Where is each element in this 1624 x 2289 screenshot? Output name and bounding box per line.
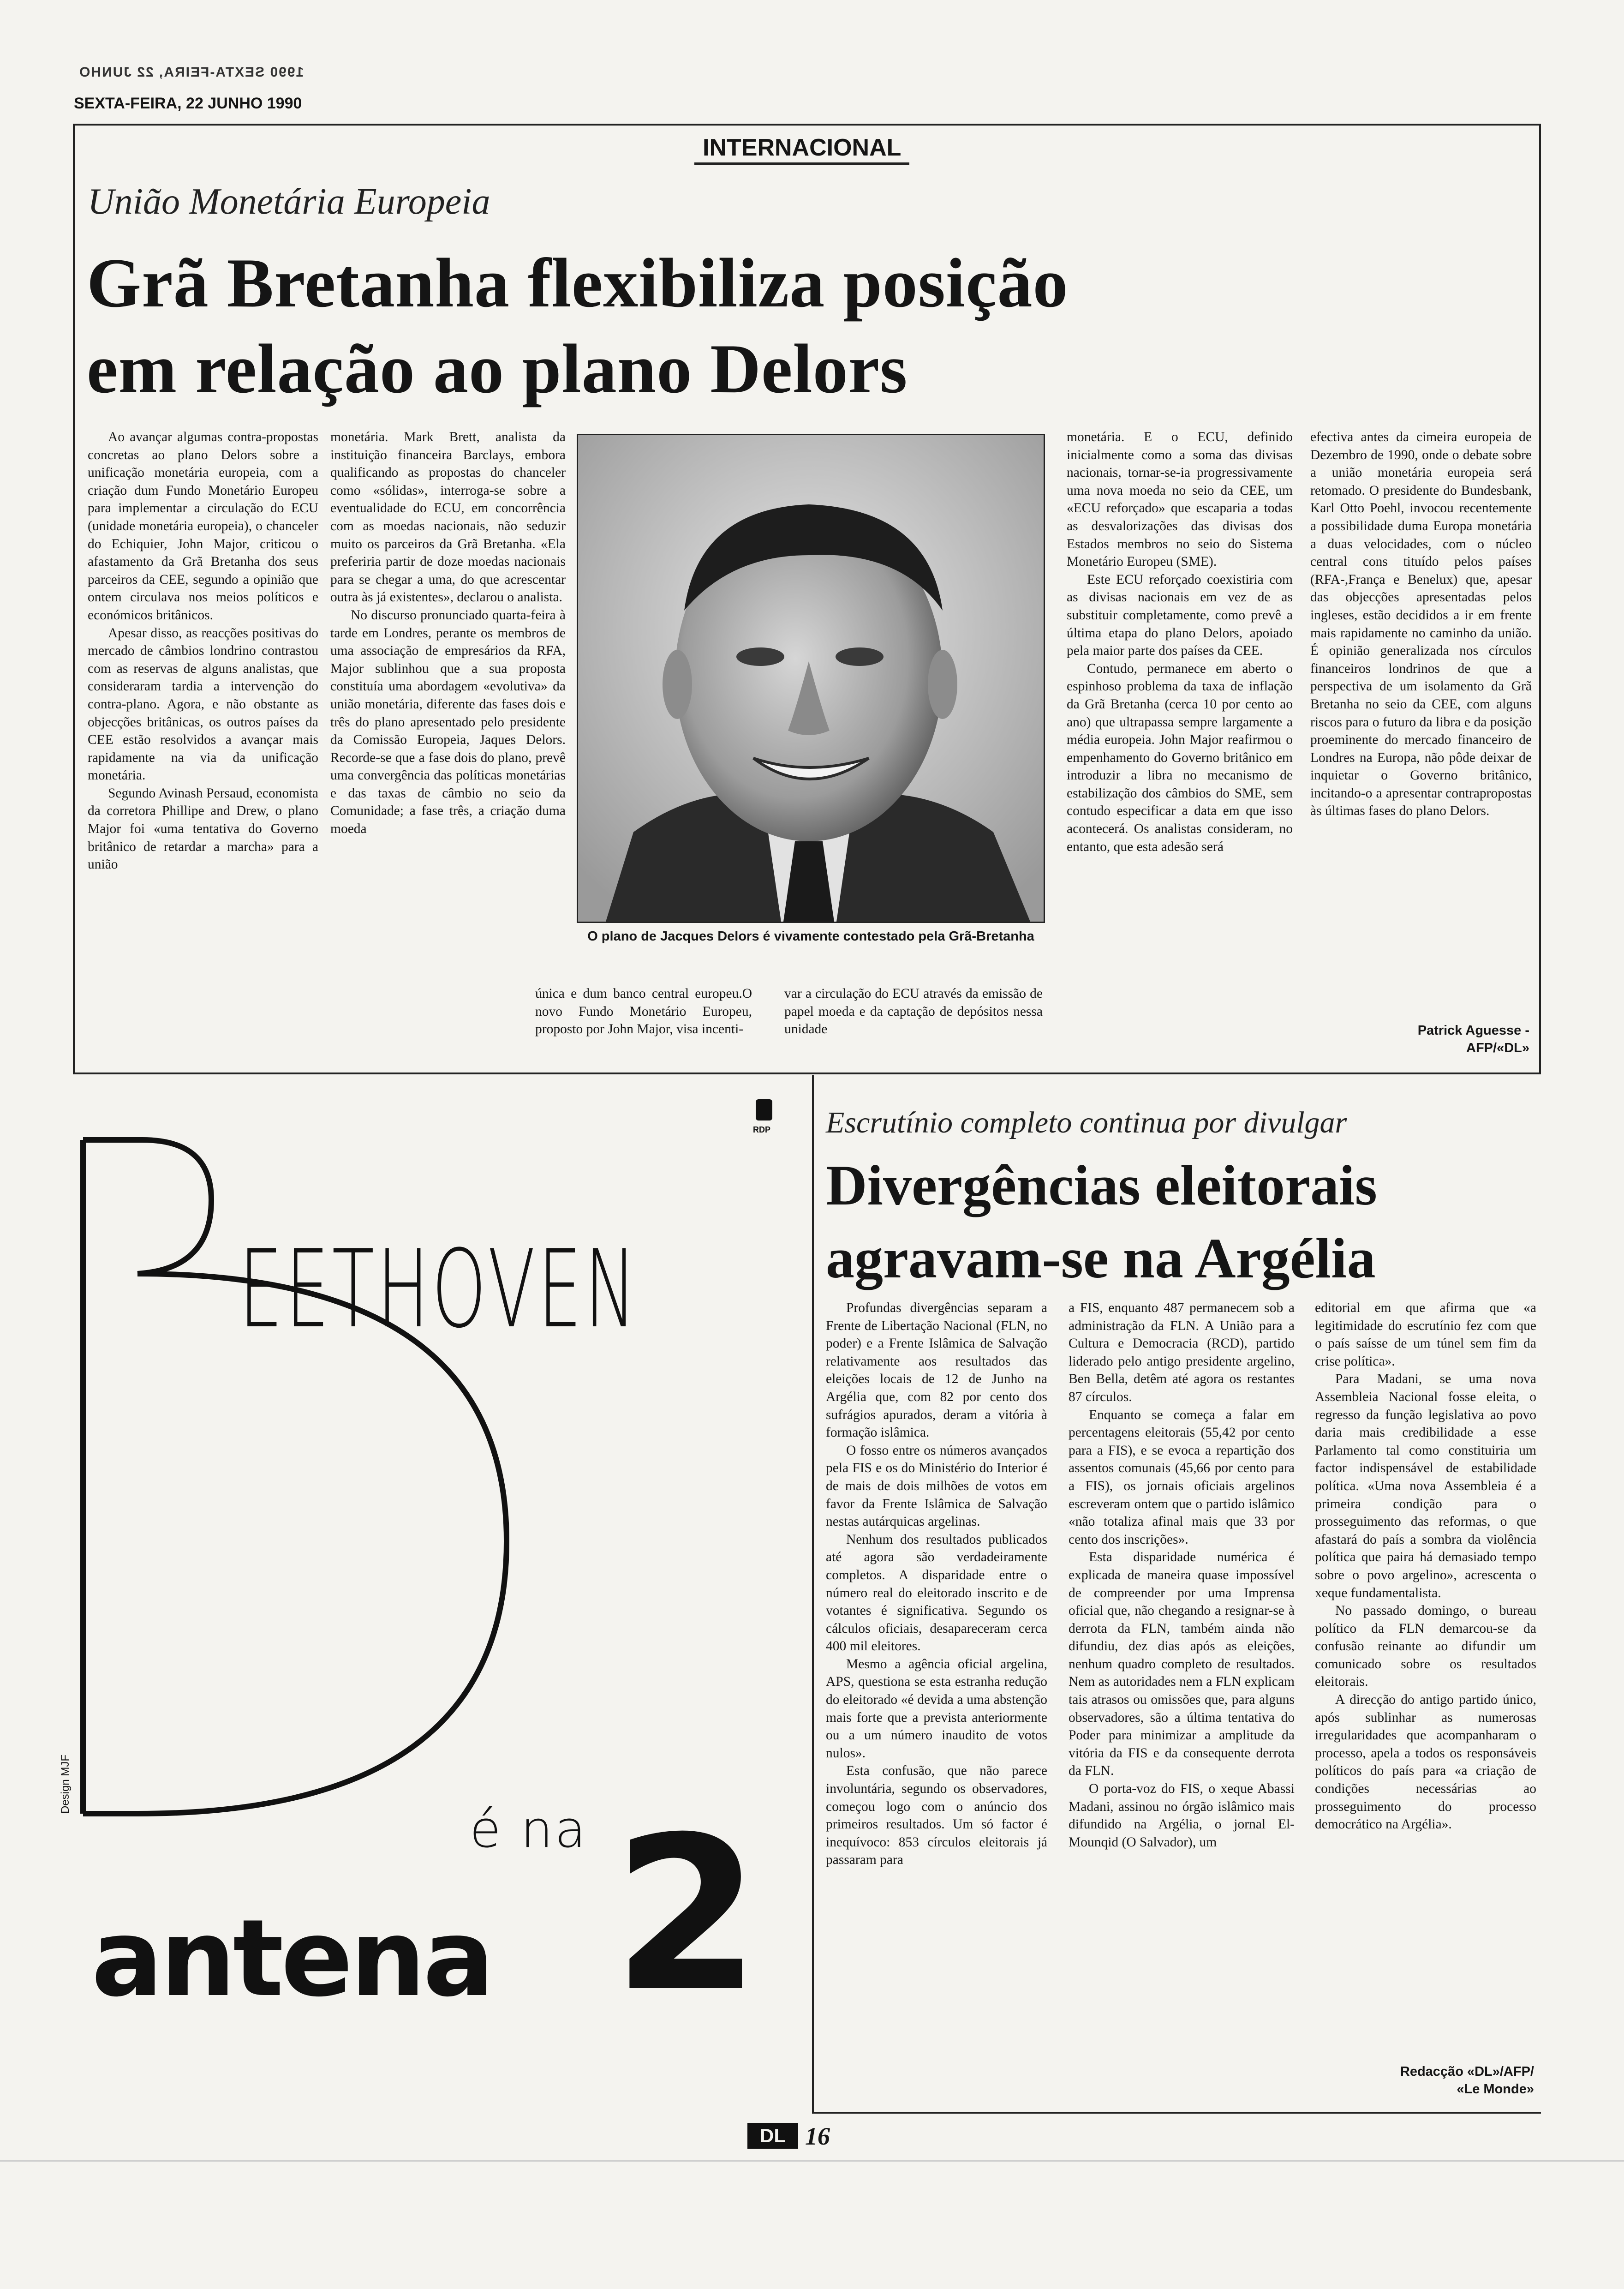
article1-kicker: União Monetária Europeia [88, 181, 490, 222]
paragraph: Mesmo a agência oficial argelina, APS, questiona se esta estranha redução do eleitorado «é devida a uma abstenção mais forte que a prevista anteriormente ou a um número inaudito de votos nulos». [826, 1656, 1047, 1761]
paragraph: No passado domingo, o bureau político da FLN demarcou-se da confusão reinante ao difundir um comunicado sobre os resultados eleitorais. [1315, 1603, 1536, 1690]
paragraph: editorial em que afirma que «a legitimidade do escrutínio fez com que o país saísse de um túnel sem fim da crise política». [1315, 1300, 1536, 1369]
paragraph: Esta disparidade numérica é explicada de maneira quase impossível de compreender por uma Imprensa oficial que, não chegando a resignar-se à derrota da FLN, também ainda não difundiu, dez dias após as eleições, nenhum quadro completo de resultados. Nem as autoridades nem a FLN explicam tais atrasos ou omissões que, para alguns observadores, são a última tentativa do Poder para minimizar a amplitude da vitória da FIS e da consequente derrota da FLN. [1069, 1550, 1295, 1779]
paragraph: No discurso pronunciado quarta-feira à tarde em Londres, perante os membros de uma associação de empresários da RFA, Major sublinhou que a sua proposta constituía uma abordagem «evolutiva» da união monetária, diferente das fases dois e três do plano apresentado pelo presidente da Comissão Europeia, Jaques Delors. Recorde-se que a fase dois do plano, prevê uma convergência das políticas monetárias e das taxas de câmbio no seio da Comunidade; a fase três, a criação duma moeda [330, 607, 566, 837]
paragraph: monetária. E o ECU, definido inicialmente como a soma das divisas nacionais, tornar-se-ia progressivamente uma nova moeda no seio da CEE, um «ECU reforçado» que escaparia a todas as desvalorizações das divisas dos Estados membros no seio do Sistema Monetário Europeu (SME). [1067, 430, 1293, 569]
ad-e-na: é na [470, 1800, 588, 1859]
paragraph: Enquanto se começa a falar em percentagens eleitorais (55,42 por cento para a FIS), e se evoca a repartição dos assentos comunais (45,66 por cento para a FIS), os jornais oficiais argelinos escreveram ontem que o partido islâmico «não totaliza afinal mais que 33 por cento dos inscrições». [1069, 1407, 1295, 1547]
paragraph: var a circulação do ECU através da emissão de papel moeda e da captação de depósitos nessa unidade [784, 986, 1043, 1037]
article2-byline [1315, 2063, 1534, 2098]
paragraph: Para Madani, se uma nova Assembleia Nacional fosse eleita, o regresso da função legislativa ao povo daria mais credibilidade a esse Parlamento tal como constituiria um factor indispensável de estabilidade política. «Uma nova Assembleia é a primeira condição para o prosseguimento das reformas, o que afastará do país a sombra da violência política que paira há demasiado tempo sobre o povo argelino», acrescenta o xeque fundamentalista. [1315, 1372, 1536, 1600]
paragraph: Apesar disso, as reacções positivas do mercado de câmbios londrino contrastou com as reservas de alguns analistas, que consideraram tardia a intervenção do contra-plano. Agora, e não obstante as objecções britânicas, os outros países da CEE estão resolvidos a avançar mais rapidamente na via da unificação monetária. [88, 625, 318, 783]
article1-below-photo-col-2 [784, 985, 1043, 1077]
article1-below-photo-col-1 [535, 985, 752, 1077]
ad-brand-antena: antena [91, 1897, 492, 2020]
mirrored-bleedthrough-text: 1990 SEXTA-FEIRA, 22 JUNHO [78, 65, 304, 80]
paragraph: O porta-voz do FIS, o xeque Abassi Madani, assinou no órgão islâmico mais difundido na Argélia, o jornal El-Mounqid (O Salvador), um [1069, 1781, 1295, 1850]
page-number: 16 [805, 2122, 830, 2150]
article1-headline [87, 240, 1517, 412]
paragraph: Esta confusão, que não parece involuntária, segundo os observadores, começou logo com o anúncio dos primeiros resultados. Um só factor é inequívoco: 853 círculos eleitorais já passaram para [826, 1763, 1047, 1868]
paragraph: O fosso entre os números avançados pela FIS e os do Ministério do Interior é de mais de dois milhões de votos em favor da Frente Islâmica de Salvação nestas autárquicas argelinas. [826, 1443, 1047, 1529]
article2-headline-line2: agravam-se na Argélia [826, 1227, 1376, 1290]
jacques-delors-photo [577, 434, 1045, 923]
article1-column-1 [88, 428, 318, 1074]
section-label: INTERNACIONAL [694, 134, 909, 165]
article2-column-2 [1069, 1299, 1295, 2107]
article2-headline [826, 1149, 1536, 1295]
paragraph: monetária. Mark Brett, analista da instituição financeira Barclays, embora qualificando as propostas do chanceler como «sólidas», interroga-se sobre a eventualidade do ECU, em concorrência com as moedas nacionais, não seduzir muito os parceiros da Grã Bretanha. «Ela preferiria partir de doze moedas nacionais para se chegar a uma, do que acrescentar outra às já existentes», declarou o analista. [330, 430, 566, 605]
ad-brand-number: 2 [613, 1792, 761, 2038]
rdp-logo-icon [756, 1099, 772, 1121]
article2-headline-line1: Divergências eleitorais [826, 1154, 1377, 1217]
article2-kicker: Escrutínio completo continua por divulgar [826, 1106, 1347, 1139]
article1-headline-line1: Grã Bretanha flexibiliza posição [87, 244, 1069, 322]
article2-column-1 [826, 1299, 1047, 2107]
issue-date: SEXTA-FEIRA, 22 JUNHO 1990 [74, 95, 302, 112]
portrait-illustration [578, 435, 1044, 922]
byline-source: «Le Monde» [1457, 2082, 1534, 2097]
article1-column-2 [330, 428, 566, 954]
article1-byline [1310, 1022, 1529, 1057]
ad-design-credit: Design MJF [59, 1754, 72, 1814]
paragraph: efectiva antes da cimeira europeia de Dezembro de 1990, onde o debate sobre a união monetária europeia será retomado. O presidente do Bundesbank, Karl Otto Poehl, invocou recentemente a possibilidade duma Europa monetária a duas velocidades, com o núcleo central cons tituído pelos países (RFA-,França e Benelux) que, apesar das objecções apresentadas pelos ingleses, estão decididos a ir em frente mais rapidamente no caminho da união. É opinião generalizada nos círculos financeiros londrinos de que a perspectiva de um isolamento da Grã Bretanha no seio da CEE, com alguns riscos para o futuro da libra e da posição proeminente do mercado financeiro de Londres na Europa, não pôde deixar de inquietar o Governo britânico, incitando-o a apresentar contrapropostas às últimas fases do plano Delors. [1310, 430, 1532, 819]
paragraph: Ao avançar algumas contra-propostas concretas ao plano Delors sobre a unificação monetária europeia, com a criação dum Fundo Monetário Europeu para implementar a circulação do ECU (unidade monetária europeia), o chanceler do Echiquier, John Major, criticou o afastamento da Grã Bretanha dos seus parceiros da CEE, segundo a opinião que ontem circulava nos meios políticos e económicos britânicos. [88, 430, 318, 623]
beethoven-antena2-advertisement [59, 1075, 811, 2114]
paragraph: Nenhum dos resultados publicados até agora são verdadeiramente completos. A disparidade entre o número real do eleitorado inscrito e de votantes é significativa. Segundo os cálculos oficiais, desapareceram cerca 400 mil eleitores. [826, 1532, 1047, 1654]
article1-headline-line2: em relação ao plano Delors [87, 330, 908, 407]
paragraph: a FIS, enquanto 487 permanecem sob a administração da FLN. A União para a Cultura e Democracia (RCD), partido liderado pelo antigo presidente argelino, Ben Bella, detêm até agora os restantes 87 círculos. [1069, 1300, 1295, 1404]
paragraph: Profundas divergências separam a Frente de Libertação Nacional (FLN, no poder) e a Frente Islâmica de Salvação relativamente aos resultados das eleições locais de 12 de Junho na Argélia que, com 82 por cento dos sufrágios apurados, deram a vitória à formação islâmica. [826, 1300, 1047, 1440]
paragraph: Este ECU reforçado coexistiria com as divisas nacionais em vez de as substituir completamente, como prevê a última etapa do plano Delors, apoiado pela maior parte dos países da CEE. [1067, 572, 1293, 659]
ad-logo-label: RDP [753, 1125, 771, 1134]
byline-agency: AFP/«DL» [1466, 1041, 1529, 1055]
paragraph: Segundo Avinash Persaud, economista da corretora Phillipe and Drew, o plano Major foi «uma tentativa do Governo britânico de retardar a marcha» para a união [88, 785, 318, 872]
paragraph: única e dum banco central europeu.O novo Fundo Monetário Europeu, proposto por John Major, visa incenti- [535, 986, 752, 1037]
byline-author: Patrick Aguesse - [1417, 1023, 1529, 1038]
article1-column-3 [1067, 428, 1293, 1074]
footer-logo: DL [747, 2123, 798, 2149]
paragraph: Contudo, permanece em aberto o espinhoso problema da taxa de inflação da Grã Bretanha (cerca 10 por cento ao ano) que ultrapassa sempre largamente a média europeia. John Major reafirmou o empenhamento do Governo britânico em introduzir a libra no mecanismo de estabilização dos câmbios do SME, sem contudo especificar a data em que isso acontecerá. Os analistas consideram, no entanto, que esta adesão será [1067, 661, 1293, 854]
photo-caption: O plano de Jacques Delors é vivamente contestado pela Grã-Bretanha [587, 929, 1034, 944]
article2-column-3 [1315, 1299, 1536, 2056]
scan-edge-line [0, 2160, 1624, 2162]
ad-beethoven-letters: EETHOVEN [239, 1228, 639, 1352]
byline-agency: Redacção «DL»/AFP/ [1400, 2064, 1534, 2079]
paragraph: A direcção do antigo partido único, após sublinhar as numerosas irregularidades que acompanharam o processo, apela a todos os responsáveis políticos do país para «a criação de condições necessárias ao prosseguimento do processo democrático na Argélia». [1315, 1692, 1536, 1832]
article1-column-4 [1310, 428, 1532, 1005]
